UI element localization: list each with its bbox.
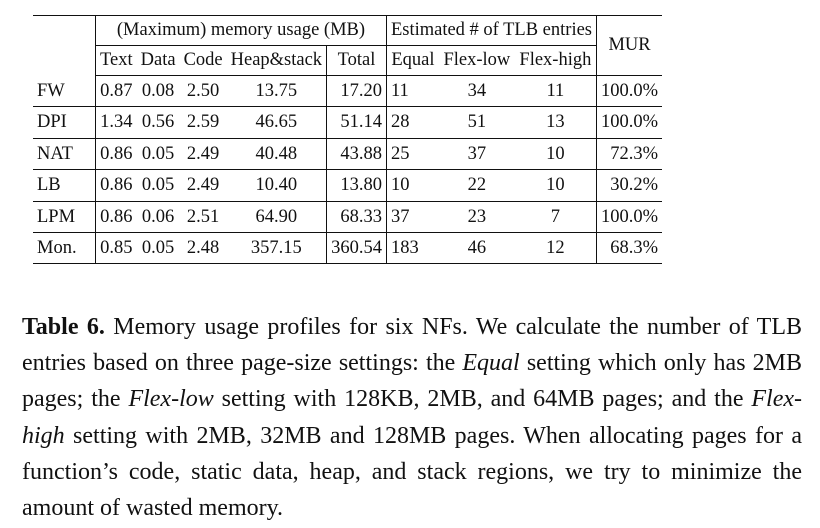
col-header-heap-stack: Heap&stack xyxy=(227,46,327,76)
cell-total: 360.54 xyxy=(327,232,387,263)
table-row xyxy=(33,76,662,107)
cell-mur: 68.3% xyxy=(597,232,663,263)
cell-nf: Mon. xyxy=(33,232,96,263)
col-header-total: Total xyxy=(327,46,387,76)
tlb-group-header: Estimated # of TLB entries xyxy=(386,16,596,46)
cell-equal: 25 xyxy=(386,138,438,169)
header-row-columns xyxy=(33,46,662,76)
table-caption xyxy=(22,309,802,526)
cell-equal: 11 xyxy=(386,76,438,107)
cell-flex-low: 51 xyxy=(439,107,515,138)
cell-flex-high: 13 xyxy=(515,107,597,138)
cell-heap-stack: 13.75 xyxy=(227,76,327,107)
caption-text-4: setting with 2MB, 32MB and 128MB pages. When allocating pages for a function’s code, static data, heap, and stack regions, we try to minimize the amount of wasted memory. xyxy=(22,422,802,522)
memory-usage-table-container xyxy=(33,15,662,264)
caption-flex-high: Flex-high xyxy=(22,386,802,449)
cell-nf: LB xyxy=(33,170,96,201)
cell-equal: 183 xyxy=(390,237,419,258)
cell-mur: 100.0% xyxy=(597,107,663,138)
cell-total: 43.88 xyxy=(327,138,387,169)
cell-flex-low: 23 xyxy=(439,201,515,232)
cell-flex-high: 10 xyxy=(515,138,597,169)
cell-equal: 37 xyxy=(386,201,438,232)
col-header-code: Code xyxy=(180,46,227,76)
memory-usage-table xyxy=(33,15,662,264)
cell-flex-low: 22 xyxy=(439,170,515,201)
cell-flex-low: 34 xyxy=(439,76,515,107)
cell-data: 0.05 xyxy=(137,170,180,201)
mur-header: MUR xyxy=(597,16,663,76)
header-row-groups xyxy=(33,16,662,46)
cell-equal: 10 xyxy=(386,170,438,201)
cell-text: 0.86 xyxy=(96,201,137,232)
memory-group-header: (Maximum) memory usage (MB) xyxy=(96,16,387,46)
caption-text-2: setting which only has 2MB pages; the xyxy=(22,350,802,413)
cell-flex-low: 37 xyxy=(439,138,515,169)
cell-mur: 72.3% xyxy=(597,138,663,169)
cell-total: 17.20 xyxy=(327,76,387,107)
nf-header-cell xyxy=(33,16,96,76)
cell-mur: 100.0% xyxy=(597,201,663,232)
cell-total: 68.33 xyxy=(327,201,387,232)
cell-flex-low: 46 xyxy=(467,237,487,258)
cell-data: 0.56 xyxy=(137,107,180,138)
cell-equal: 28 xyxy=(386,107,438,138)
table-row xyxy=(33,138,662,169)
cell-mur: 100.0% xyxy=(597,76,663,107)
cell-flex-high: 12 xyxy=(546,237,565,258)
cell-nf: DPI xyxy=(33,107,96,138)
cell-code: 2.59 xyxy=(180,107,227,138)
table-row xyxy=(33,107,662,138)
cell-code: 2.48 xyxy=(186,237,220,258)
caption-text-1: Memory usage profiles for six NFs. We calculate the number of TLB entries based on three page-size settings: the xyxy=(22,314,802,377)
caption-flex-low: Flex-low xyxy=(128,386,214,413)
cell-data: 0.05 xyxy=(137,138,180,169)
caption-text-3: setting with 128KB, 2MB, and 64MB pages; and the xyxy=(213,386,752,413)
cell-heap-stack: 357.15 xyxy=(227,232,327,263)
cell-text: 0.86 xyxy=(96,138,137,169)
cell-mur: 30.2% xyxy=(597,170,663,201)
col-header-equal: Equal xyxy=(386,46,438,76)
cell-nf: LPM xyxy=(33,201,96,232)
cell-total: 13.80 xyxy=(327,170,387,201)
cell-flex-high: 7 xyxy=(515,201,597,232)
cell-text: 0.86 xyxy=(96,170,137,201)
col-header-flex-low: Flex-low xyxy=(439,46,515,76)
cell-text: 1.34 xyxy=(96,107,137,138)
cell-code: 2.51 xyxy=(180,201,227,232)
col-header-data: Data xyxy=(137,46,180,76)
cell-nf: NAT xyxy=(33,138,96,169)
cell-data: 0.08 xyxy=(137,76,180,107)
table-row xyxy=(33,232,662,263)
cell-total: 51.14 xyxy=(327,107,387,138)
cell-code: 2.49 xyxy=(180,170,227,201)
caption-label: Table 6. xyxy=(22,314,105,340)
col-header-text: Text xyxy=(96,46,137,76)
cell-data: 0.06 xyxy=(137,201,180,232)
table-row xyxy=(33,170,662,201)
col-header-flex-high: Flex-high xyxy=(515,46,597,76)
caption-equal: Equal xyxy=(462,350,520,377)
cell-text: 0.85 xyxy=(100,237,133,258)
cell-code: 2.50 xyxy=(180,76,227,107)
cell-flex-high: 10 xyxy=(515,170,597,201)
cell-heap-stack: 10.40 xyxy=(227,170,327,201)
table-row xyxy=(33,201,662,232)
cell-heap-stack: 46.65 xyxy=(227,107,327,138)
cell-code: 2.49 xyxy=(180,138,227,169)
cell-data: 0.05 xyxy=(141,237,175,258)
cell-nf: FW xyxy=(33,76,96,107)
cell-heap-stack: 64.90 xyxy=(227,201,327,232)
cell-heap-stack: 40.48 xyxy=(227,138,327,169)
cell-text: 0.87 xyxy=(96,76,137,107)
cell-flex-high: 11 xyxy=(515,76,597,107)
